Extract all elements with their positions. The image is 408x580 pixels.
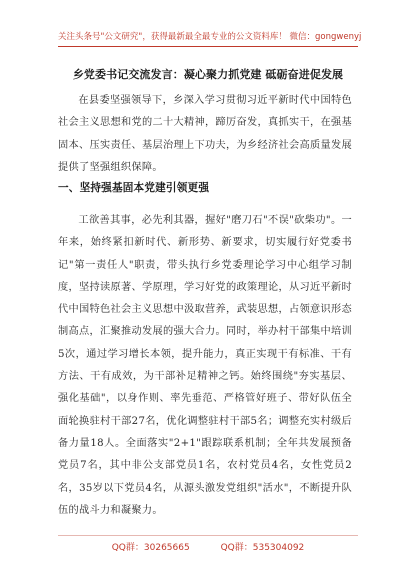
intro-paragraph: 在县委坚强领导下，乡深入学习贯彻习近平新时代中国特色社会主义思想和党的二十大精神，蹄厉奋发，真抓实干，在强基固本、压实责任、基层治理上下功夫，为乡经济社会高质量发展提供了坚强组织保障。 [58,95,352,173]
document-title: 乡党委书记交流发言：凝心聚力抓党建 砥砺奋进促发展 [72,68,344,81]
footer [58,540,358,553]
section-paragraph: 工欲善其事，必先利其器，握好"磨刀石"不误"砍柴功"。一年来，始终紧扣新时代、新形势、新要求，切实履行好党委书记"第一责任人"职责，带头执行乡党委理论学习中心组学习制度，坚持读原著、学原理，学习好党的政策理论，从习近平新时代中国特色社会主义思想中汲取营养，武装思想，占领意识形态制高点，汇聚推动发展的强大合力。同时，举办村干部集中培训5次，通过学习增长本领，提升能力，真正实现干有标准、干有方法、干有成效，为干部补足精神之钙。始终围绕"夯实基层、强化基础"，以身作则、率先垂范、严格管好班子、带好队伍全面轮换驻村干部27名，优化调整驻村干部5名；调整充实村级后备力量18人。全面落实"2+1"跟踪联系机制；全年共发展预备党员7名，其中非公支部党员1名，农村党员4名，女性党员2名，35岁以下党员4名，从源头激发党组织"活水"，不断提升队伍的战斗力和凝聚力。 [58,215,352,516]
footer-qq-group-2: QQ群：535304092 [220,543,305,553]
section-heading: 一、坚持强基固本党建引领更强 [58,182,210,194]
header-banner: 关注头条号"公文研究"，获得最新最全最专业的公文资料库！ 微信：gongwenyj [58,32,362,42]
footer-qq-group-1: QQ群：30265665 [111,543,190,553]
header-divider [58,46,358,47]
footer-divider [58,535,358,536]
